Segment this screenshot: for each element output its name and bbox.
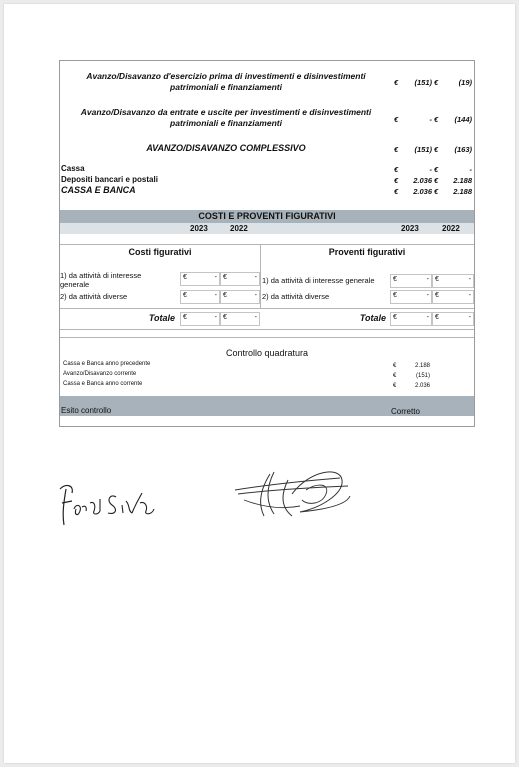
proventi-row2-label: 2) da attività diverse	[262, 292, 330, 301]
proventi-row2-2022-cell: € -	[432, 290, 474, 304]
figurativi-title: COSTI E PROVENTI FIGURATIVI	[198, 211, 336, 221]
costi-row2-2022-cell: € -	[220, 290, 260, 304]
row3-currency-2022: €	[434, 145, 439, 154]
proventi-row1-2022-cell: € -	[432, 274, 474, 288]
costi-row1-2022-cell: € -	[220, 272, 260, 286]
row-avanzo-investimenti-label: Avanzo/Disavanzo da entrate e uscite per investimenti e disinvestimenti patrimoniali e finanziamenti	[80, 107, 372, 128]
proventi-row1-2023-cell: € -	[390, 274, 432, 288]
row1-currency-2023: €	[394, 78, 399, 87]
proventi-totale-label: Totale	[359, 313, 386, 323]
proventi-row1-label: 1) da attività di interesse generale	[262, 276, 375, 285]
cassa-currency-2023: €	[394, 165, 399, 174]
row3-value-2023: (151)	[414, 145, 432, 154]
costi-row1-label: 1) da attività di interesse generale	[60, 271, 142, 289]
row1-currency-2022: €	[434, 78, 439, 87]
cassa-label: Cassa	[61, 164, 85, 173]
financial-table	[59, 60, 475, 427]
divider	[60, 329, 474, 330]
row2-value-2023: -	[429, 115, 432, 124]
row2-currency-2023: €	[394, 115, 399, 124]
costi-row2-label: 2) da attività diverse	[60, 292, 128, 301]
esito-controllo-value: Corretto	[391, 407, 420, 416]
quadratura-line1-label: Cassa e Banca anno precedente	[63, 361, 151, 367]
proventi-year-2023: 2023	[401, 224, 419, 233]
costi-figurativi-title: Costi figurativi	[128, 247, 192, 257]
proventi-totale-2022-cell: € -	[432, 312, 474, 326]
cassa-currency-2022: €	[434, 165, 439, 174]
scribble-signature	[230, 460, 360, 535]
quadratura-line1-currency: €	[393, 363, 397, 369]
divider	[60, 244, 474, 245]
row2-value-2022: (144)	[454, 115, 472, 124]
handwritten-signature	[54, 479, 174, 534]
handwritten-signature-drawing	[54, 479, 174, 529]
row1-value-2022: (19)	[458, 78, 472, 87]
depositi-value-2023: 2.036	[413, 176, 432, 185]
row1-value-2023: (151)	[414, 78, 432, 87]
divider	[60, 308, 474, 309]
scribble-signature-drawing	[230, 460, 360, 530]
document-page	[4, 4, 515, 763]
quadratura-line2-currency: €	[393, 373, 397, 379]
proventi-row2-2023-cell: € -	[390, 290, 432, 304]
total-currency-2023: €	[394, 187, 399, 196]
costi-year-2023: 2023	[190, 224, 208, 233]
quadratura-line3-label: Cassa e Banca anno corrente	[63, 381, 143, 387]
quadratura-line2-label: Avanzo/Disavanzo corrente	[63, 371, 137, 377]
depositi-currency-2023: €	[394, 176, 399, 185]
quadratura-line3-value: 2.036	[414, 383, 430, 389]
divider	[60, 337, 474, 338]
cassa-value-2022: -	[469, 165, 472, 174]
total-value-2022: 2.188	[453, 187, 472, 196]
proventi-totale-2023-cell: € -	[390, 312, 432, 326]
proventi-figurativi-title: Proventi figurativi	[328, 247, 406, 257]
cassa-value-2023: -	[429, 165, 432, 174]
costi-row2-2023-cell: € -	[180, 290, 220, 304]
costi-totale-label: Totale	[148, 313, 175, 323]
total-value-2023: 2.036	[413, 187, 432, 196]
depositi-label: Depositi bancari e postali	[61, 175, 158, 184]
costi-totale-2022-cell: € -	[220, 312, 260, 326]
row2-currency-2022: €	[434, 115, 439, 124]
proventi-year-2022: 2022	[442, 224, 460, 233]
costi-totale-2023-cell: € -	[180, 312, 220, 326]
cassa-banca-total-label: CASSA E BANCA	[61, 185, 136, 195]
quadratura-line3-currency: €	[393, 383, 397, 389]
esito-controllo-label: Esito controllo	[61, 406, 112, 415]
row3-currency-2023: €	[394, 145, 399, 154]
depositi-currency-2022: €	[434, 176, 439, 185]
depositi-value-2022: 2.188	[453, 176, 472, 185]
total-currency-2022: €	[434, 187, 439, 196]
row3-value-2022: (163)	[454, 145, 472, 154]
costi-year-2022: 2022	[230, 224, 248, 233]
costi-row1-2023-cell: € -	[180, 272, 220, 286]
row-avanzo-esercizio-label: Avanzo/Disavanzo d'esercizio prima di investimenti e disinvestimenti patrimoniali e finanziamenti	[86, 71, 366, 92]
quadratura-line2-value: (151)	[415, 373, 430, 379]
quadratura-line1-value: 2.188	[414, 363, 430, 369]
controllo-quadratura-title: Controllo quadratura	[225, 348, 309, 358]
row-avanzo-complessivo-label: AVANZO/DISAVANZO COMPLESSIVO	[146, 143, 306, 153]
